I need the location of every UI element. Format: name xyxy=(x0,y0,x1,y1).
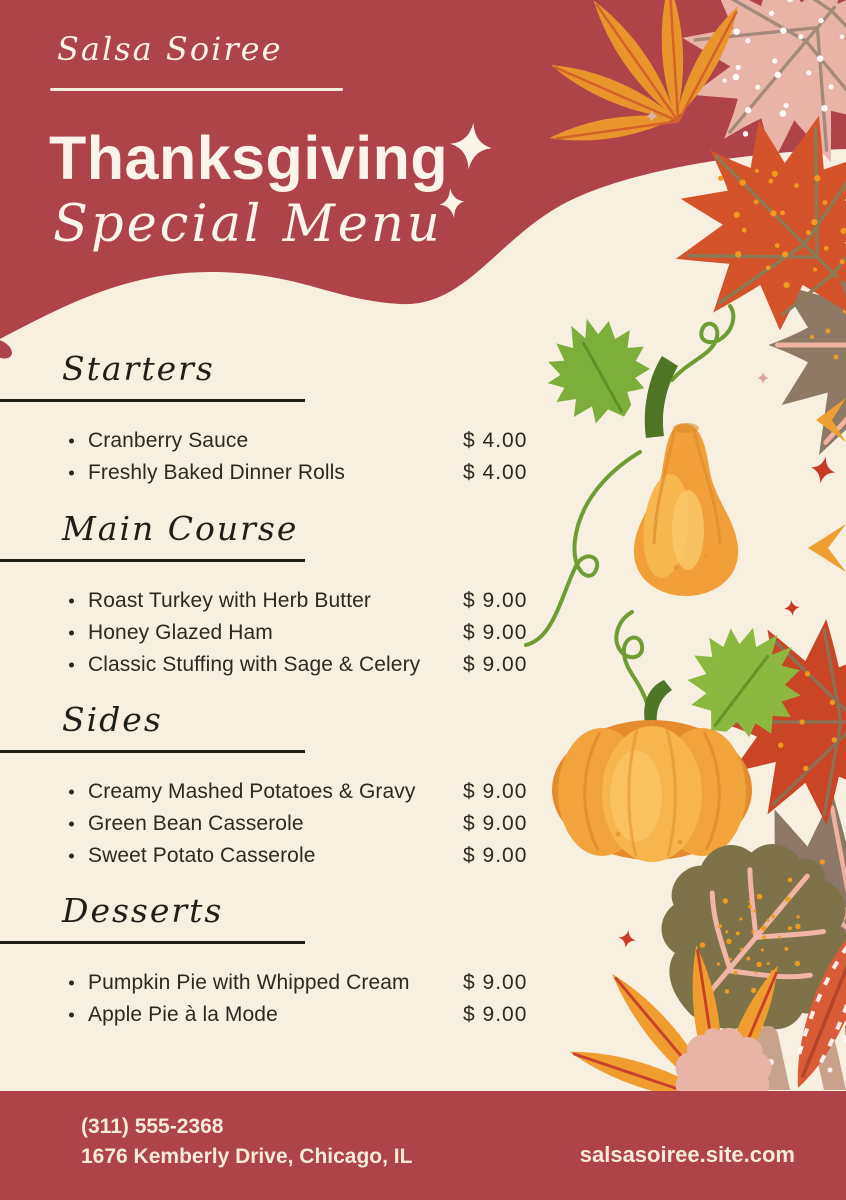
item-label: Green Bean Casserole xyxy=(88,812,304,835)
section-heading: Starters xyxy=(62,349,215,388)
orange-leaf-tip xyxy=(808,524,846,572)
menu-section xyxy=(0,506,560,681)
footer-contact xyxy=(81,1112,412,1172)
item-price: $ 9.00 xyxy=(463,780,528,803)
gourd-stem xyxy=(645,356,678,438)
menu-item xyxy=(0,840,560,872)
red-sparkle xyxy=(783,599,801,617)
section-items xyxy=(0,776,560,872)
section-rule xyxy=(0,399,305,402)
bullet-icon xyxy=(69,631,74,636)
menu-section xyxy=(0,697,560,872)
bullet-icon xyxy=(69,471,74,476)
menu-item xyxy=(0,457,560,489)
page-subtitle: Special Menu xyxy=(53,195,443,254)
item-price: $ 9.00 xyxy=(463,653,528,676)
item-label: Pumpkin Pie with Whipped Cream xyxy=(88,971,410,994)
section-heading: Main Course xyxy=(62,509,299,548)
menu-item xyxy=(0,617,560,649)
menu-item xyxy=(0,649,560,681)
item-price: $ 4.00 xyxy=(463,461,528,484)
bullet-icon xyxy=(69,981,74,986)
item-price: $ 9.00 xyxy=(463,589,528,612)
red-sparkle xyxy=(617,929,638,950)
bullet-icon xyxy=(69,790,74,795)
footer-website: salsasoiree.site.com xyxy=(579,1142,795,1167)
menu-section xyxy=(0,346,560,489)
item-price: $ 9.00 xyxy=(463,1003,528,1026)
item-price: $ 9.00 xyxy=(463,621,528,644)
item-price: $ 9.00 xyxy=(463,844,528,867)
red-sparkle xyxy=(808,454,838,487)
item-label: Cranberry Sauce xyxy=(88,429,249,452)
section-rule xyxy=(0,941,305,944)
bullet-icon xyxy=(69,599,74,604)
item-label: Creamy Mashed Potatoes & Gravy xyxy=(88,780,416,803)
bullet-icon xyxy=(69,439,74,444)
pink-sparkle xyxy=(757,372,769,384)
bullet-icon xyxy=(69,822,74,827)
item-label: Freshly Baked Dinner Rolls xyxy=(88,461,346,484)
menu-item xyxy=(0,999,560,1031)
section-items xyxy=(0,425,560,489)
menu-section xyxy=(0,888,560,1031)
menu-item xyxy=(0,425,560,457)
item-label: Roast Turkey with Herb Butter xyxy=(88,589,372,612)
vine-tendril xyxy=(616,612,648,706)
section-rule xyxy=(0,750,305,753)
item-label: Sweet Potato Casserole xyxy=(88,844,316,867)
bullet-icon xyxy=(69,663,74,668)
menu-item xyxy=(0,776,560,808)
menu-item xyxy=(0,585,560,617)
section-items xyxy=(0,967,560,1031)
bullet-icon xyxy=(69,854,74,859)
section-heading: Sides xyxy=(62,700,163,739)
item-price: $ 9.00 xyxy=(463,971,528,994)
bullet-icon xyxy=(69,1013,74,1018)
item-label: Apple Pie à la Mode xyxy=(88,1003,278,1026)
item-price: $ 4.00 xyxy=(463,429,528,452)
section-rule xyxy=(0,559,305,562)
page-title: Thanksgiving xyxy=(49,124,449,192)
section-heading: Desserts xyxy=(62,891,224,930)
item-label: Classic Stuffing with Sage & Celery xyxy=(88,653,421,676)
item-price: $ 9.00 xyxy=(463,812,528,835)
menu-item xyxy=(0,967,560,999)
section-items xyxy=(0,585,560,681)
item-label: Honey Glazed Ham xyxy=(88,621,273,644)
brand-name: Salsa Soiree xyxy=(57,30,283,68)
menu-item xyxy=(0,808,560,840)
footer-phone: (311) 555-2368 xyxy=(81,1115,224,1138)
footer-address: 1676 Kemberly Drive, Chicago, IL xyxy=(81,1145,413,1168)
